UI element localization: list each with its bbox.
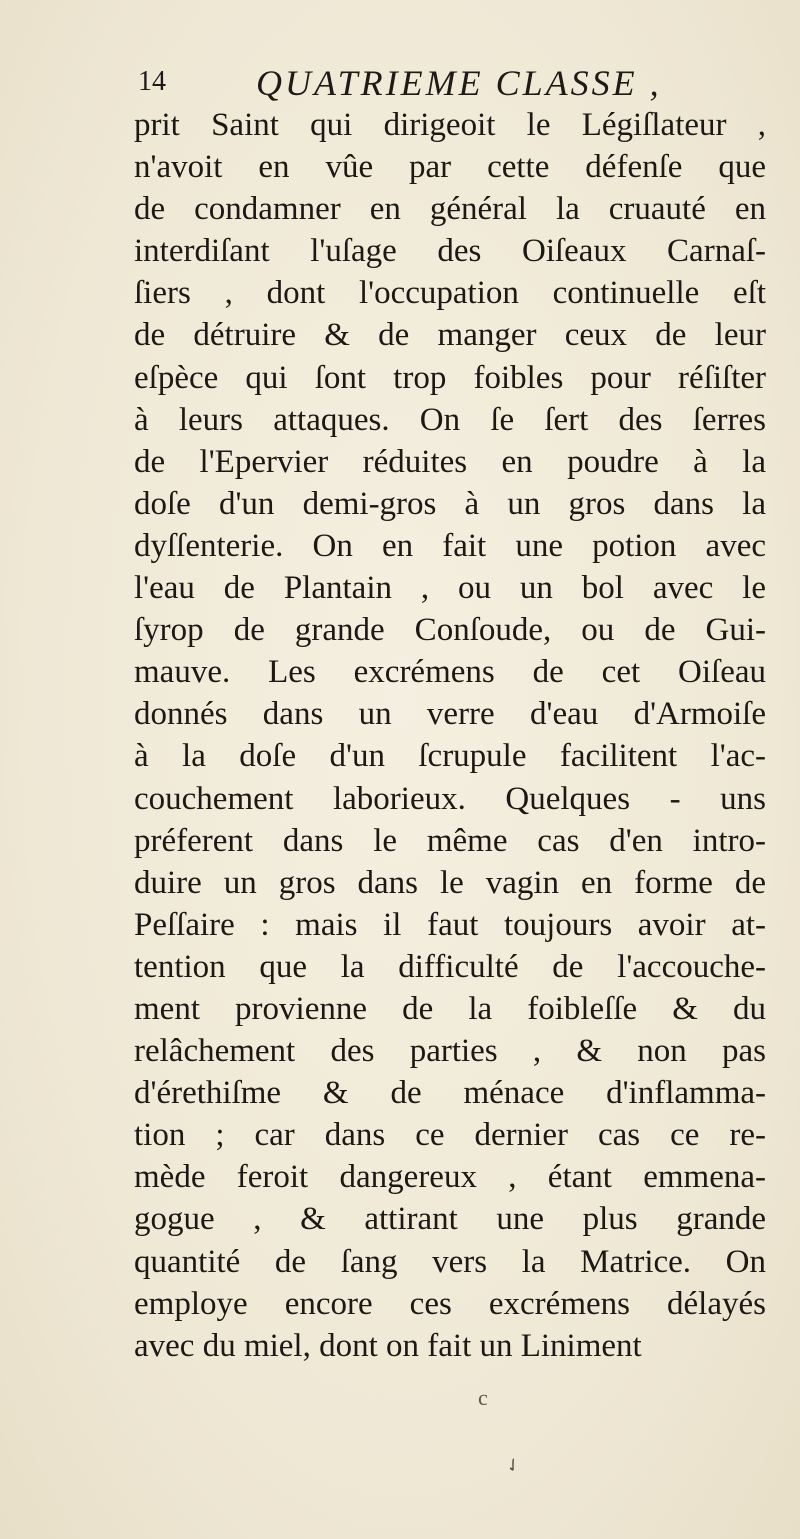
pen-mark-icon: ✓ — [501, 1452, 526, 1479]
text-line: duire un gros dans le vagin en forme de — [134, 864, 766, 901]
page-number: 14 — [138, 66, 166, 97]
text-line: de condamner en général la cruauté en — [134, 191, 766, 228]
signature-mark: c — [478, 1385, 488, 1410]
text-line: mède feroit dangereux , étant emmena- — [134, 1159, 766, 1196]
text-line: gogue , & attirant une plus grande — [134, 1201, 766, 1238]
text-line: prit Saint qui dirigeoit le Légiſlateur , — [134, 107, 766, 143]
text-line: mauve. Les excrémens de cet Oiſeau — [134, 654, 766, 691]
text-line: doſe d'un demi-gros à un gros dans la — [134, 485, 766, 522]
text-line: quantité de ſang vers la Matrice. On — [134, 1243, 766, 1280]
text-line: à la doſe d'un ſcrupule facilitent l'ac- — [134, 738, 766, 775]
text-line: interdiſant l'uſage des Oiſeaux Carnaſ- — [134, 233, 766, 270]
text-line: n'avoit en vûe par cette défenſe que — [134, 149, 766, 186]
text-line: l'eau de Plantain , ou un bol avec le — [134, 570, 766, 607]
text-line: avec du miel, dont on fait un Liniment — [134, 1327, 642, 1364]
text-line: à leurs attaques. On ſe ſert des ſerres — [134, 401, 766, 438]
text-line: employe encore ces excrémens délayés — [134, 1285, 766, 1322]
text-line: tention que la difficulté de l'accouche- — [134, 948, 766, 985]
text-line: de l'Epervier réduites en poudre à la — [134, 443, 766, 480]
text-line: ment provienne de la foibleſſe & du — [134, 990, 766, 1027]
text-line: d'érethiſme & de ménace d'inflamma- — [134, 1075, 766, 1112]
text-line: eſpèce qui ſont trop foibles pour réſiſter — [134, 359, 766, 396]
text-line: couchement laborieux. Quelques - uns — [134, 780, 766, 817]
text-line: Peſſaire : mais il faut toujours avoir at- — [134, 906, 766, 943]
page-header — [138, 62, 698, 108]
text-line: donnés dans un verre d'eau d'Armoiſe — [134, 696, 766, 733]
text-line: préferent dans le même cas d'en intro- — [134, 822, 766, 859]
text-line: tion ; car dans ce dernier cas ce re- — [134, 1117, 766, 1154]
text-line: relâchement des parties , & non pas — [134, 1033, 766, 1070]
body-text — [134, 104, 766, 1367]
running-title: QUATRIEME CLASSE , — [256, 63, 662, 103]
text-line: ſiers , dont l'occupation continuelle eſt — [134, 275, 766, 312]
text-line: dyſſenterie. On en fait une potion avec — [134, 527, 766, 564]
text-line: de détruire & de manger ceux de leur — [134, 317, 766, 354]
text-line: ſyrop de grande Conſoude, ou de Gui- — [134, 612, 766, 649]
